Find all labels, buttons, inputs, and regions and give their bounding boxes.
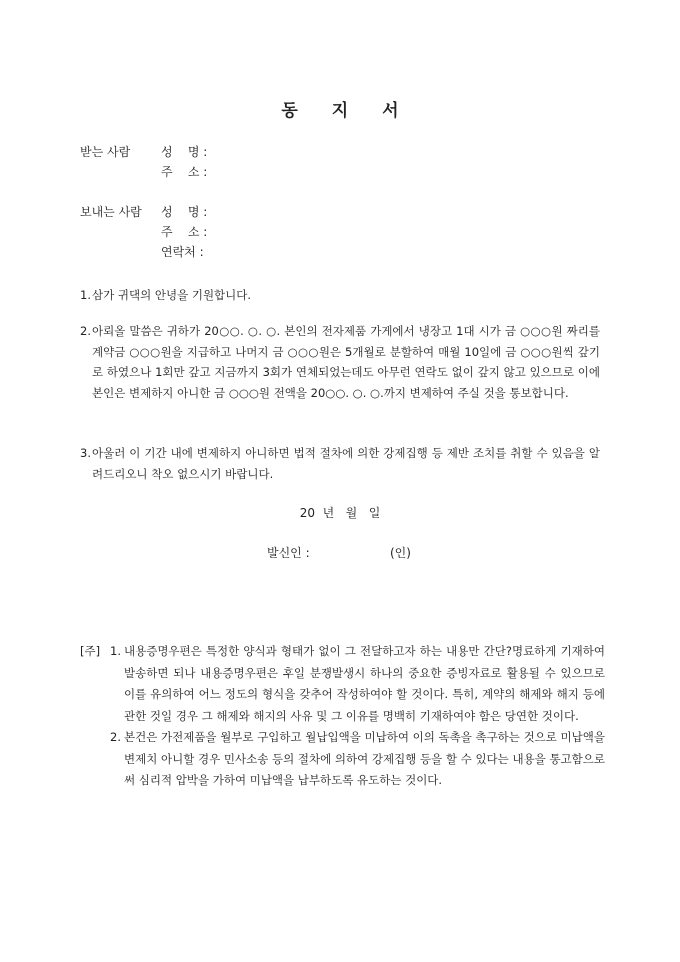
- note-text: 본건은 가전제품을 월부로 구입하고 월납입액을 미납하여 이의 독촉을 촉구하는 것으로 미납액을 변제치 아니할 경우 민사소송 등의 절차에 의하여 강제집행 등을 할 수 있다는 내용을 통고함으로써 심리적 압박을 가하여 미납액을 납부하도록 유도하는 것이다.: [124, 730, 605, 787]
- paragraph-1: [80, 285, 600, 306]
- signature-label: 발신인 :: [267, 546, 310, 560]
- seal-mark: (인): [390, 546, 411, 560]
- paragraph-number: 3.: [80, 446, 91, 460]
- document-title: [0, 96, 680, 121]
- recipient-name-label: 성 명 :: [161, 145, 208, 159]
- note-number: 2.: [110, 730, 121, 744]
- paragraph-3: [80, 443, 600, 484]
- note-item: [80, 641, 605, 727]
- paragraph-text: 아뢰올 말씀은 귀하가 20○○. ○. ○. 본인의 전자제품 가게에서 냉장고 1대 시가 금 ○○○원 짜리를 계약금 ○○○원을 지급하고 나머지 금 ○○○원은 5개월로 분할하여 매월 10일에 금 ○○○원씩 갚기로 하였으나 1회만 갚고 지금까지 3회가 연체되었는데도 아무런 연락도 없이 갚지 않고 있으므로 이에 본인은 변제하지 아니한 금 ○○○원 전액을 20○○. ○. ○.까지 변제하여 주실 것을 통보합니다.: [92, 324, 600, 400]
- paragraph-text: 아울러 이 기간 내에 변제하지 아니하면 법적 절차에 의한 강제집행 등 제반 조치를 취할 수 있음을 알려드리오니 착오 없으시기 바랍니다.: [92, 446, 600, 481]
- title-char: 동: [281, 101, 298, 121]
- notes-tag: [주]: [80, 644, 101, 658]
- paragraph-number: 2.: [80, 324, 91, 338]
- recipient-address-label: 주 소 :: [161, 165, 208, 179]
- note-item: [80, 727, 605, 792]
- sender-label: 보내는 사람: [80, 205, 142, 219]
- note-number: 1.: [110, 644, 121, 658]
- title-char: 서: [382, 101, 399, 121]
- sender-name-label: 성 명 :: [161, 205, 208, 219]
- paragraph-text: 삼가 귀댁의 안녕을 기원합니다.: [92, 288, 252, 302]
- paragraph-number: 1.: [80, 288, 91, 302]
- sender-contact-label: 연락처 :: [161, 245, 204, 259]
- paragraph-2: [80, 321, 600, 403]
- title-char: 지: [331, 101, 349, 121]
- note-text: 내용증명우편은 특정한 양식과 형태가 없이 그 전달하고자 하는 내용만 간단?명료하게 기재하여 발송하면 되나 내용증명우편은 후일 분쟁발생시 하나의 중요한 증빙자료로 활용될 수 있으므로 이를 유의하여 어느 정도의 형식을 갖추어 작성하여야 할 것이다. 특히, 계약의 해제와 해지 등에 관한 것일 경우 그 해제와 해지의 사유 및 그 이유를 명백히 기재하여야 함은 당연한 것이다.: [124, 644, 605, 723]
- notes-section: [80, 641, 605, 792]
- sender-address-label: 주 소 :: [161, 225, 208, 239]
- recipient-label: 받는 사람: [80, 145, 131, 159]
- date-line: 20 년 월 일: [299, 506, 381, 520]
